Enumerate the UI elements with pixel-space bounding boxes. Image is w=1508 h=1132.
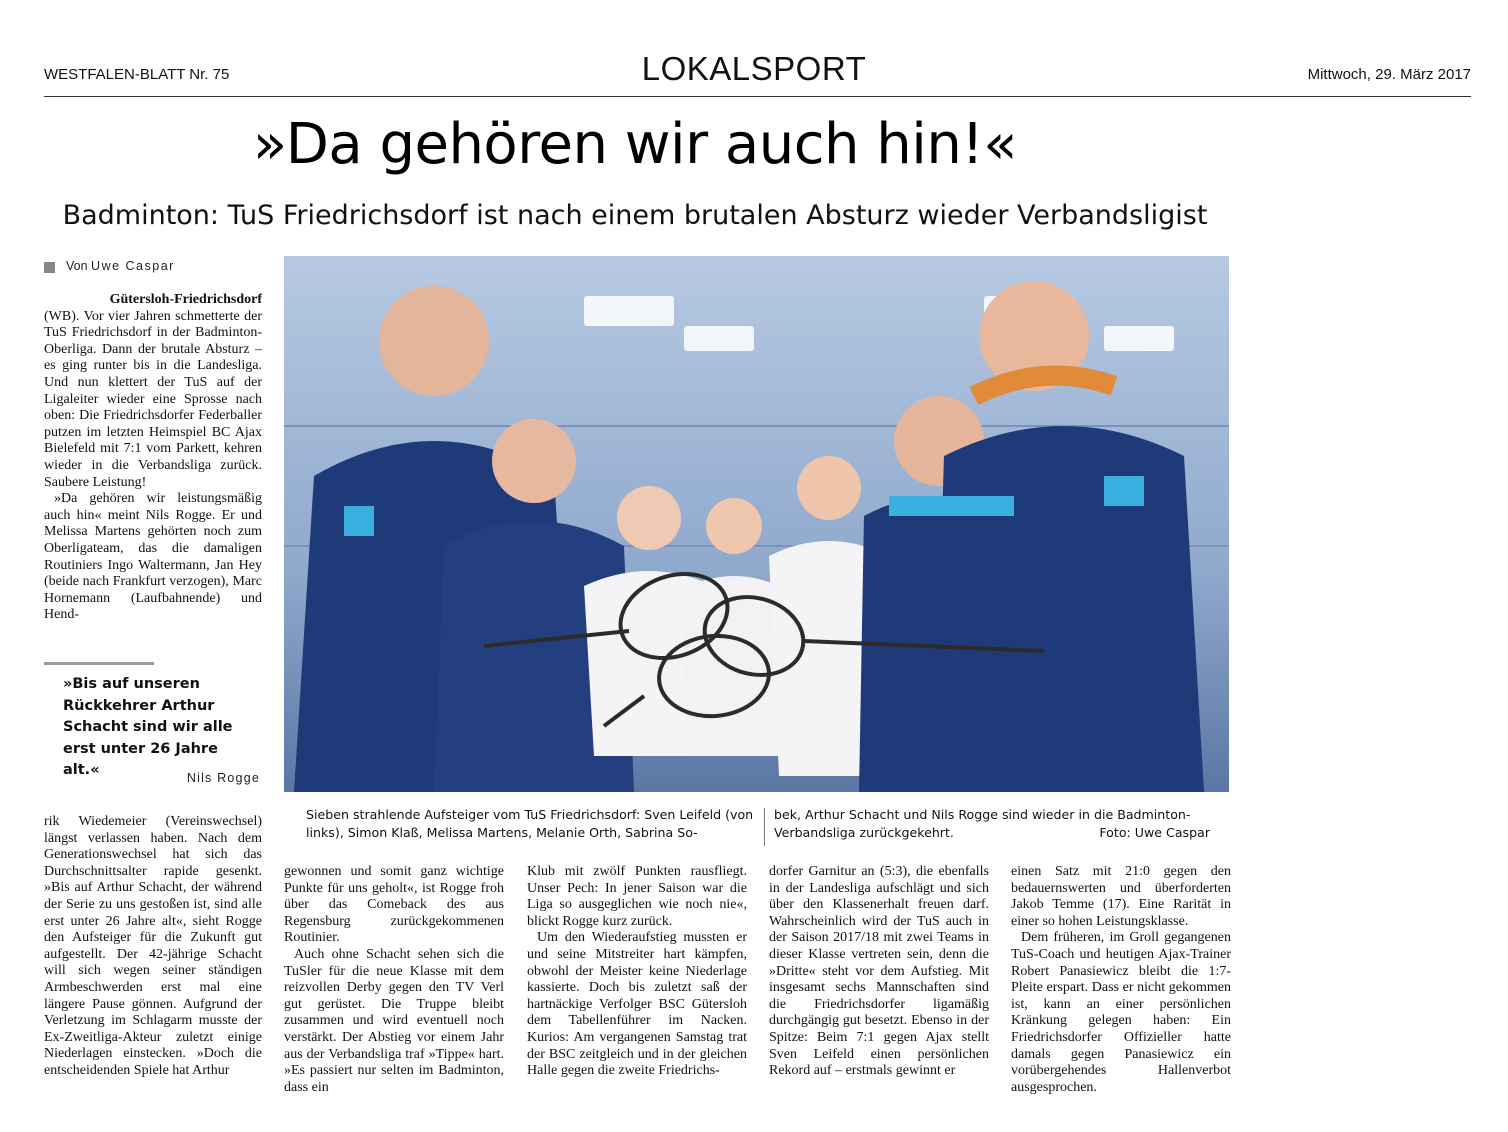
subheadline: Badminton: TuS Friedrichsdorf ist nach einem brutalen Absturz wieder Verbandsligist	[62, 200, 1208, 231]
headline: »Da gehören wir auch hin!«	[252, 112, 1018, 177]
lead-column	[44, 292, 262, 624]
photo-credit: Foto: Uwe Caspar	[1099, 825, 1210, 840]
column-2-text-b: Auch ohne Schacht sehen sich die TuSler für die neue Klasse mit dem reizvollen Derby gegen den TV Verl gut gerüstet. Die Truppe bleibt zusammen und wird eventuell noch verstärkt. Der Abstieg vor einem Jahr aus der Verbandsliga traf »Tippe« hart. »Es passiert nur selten im Badminton, dass ein	[284, 946, 504, 1095]
column-1	[44, 814, 262, 1080]
section-title: LOKALSPORT	[641, 50, 867, 87]
column-3-text-b: Um den Wiederaufstieg mussten er und seine Mitstreiter hart kämpfen, obwohl der Meister keine Niederlage kassierte. Doch bis zuletzt saß der hartnäckige Verfolger BSC Gütersloh dem Tabellenführer im Nacken. Kurios: Am vergangenen Samstag trat der BSC zeitgleich und in der gleichen Halle gegen die zweite Friedrichs-	[527, 930, 747, 1079]
photo-caption-right	[774, 806, 1210, 842]
quote-rule	[44, 662, 154, 665]
author-marker	[44, 262, 55, 273]
pull-quote: »Bis auf unseren Rückkehrer Arthur Schacht sind wir alle erst unter 26 Jahre alt.«	[63, 676, 233, 778]
column-4	[769, 864, 989, 1080]
column-3	[527, 864, 747, 1080]
byline	[66, 259, 175, 273]
header-rule	[44, 96, 1471, 97]
team-photo-image	[284, 256, 1229, 792]
byline-prefix: Von	[66, 259, 88, 273]
lead-paragraph-2: »Da gehören wir leistungsmäßig auch hin« meint Nils Rogge. Er und Melissa Martens gehörten noch zum Oberligateam, das die damaligen Routiniers Ingo Waltermann, Jan Hey (beide nach Frankfurt verzogen), Marc Hornemann (Laufbahnende) und Hend-	[44, 491, 262, 623]
dateline: Gütersloh-Friedrichsdorf	[109, 292, 262, 307]
column-5-text-a: einen Satz mit 21:0 gegen den bedauernswerten und überforderten Jakob Temme (17). Eine Rarität in einer so hohen Leistungsklasse.	[1011, 864, 1231, 929]
caption-text: bek, Arthur Schacht und Nils Rogge sind wieder in die Badminton-Verbandsliga zurückgekehrt.	[774, 807, 1191, 840]
column-5-text-b: Dem früheren, im Groll gegangenen TuS-Coach und heutigen Ajax-Trainer Robert Panasiewicz bleibt die 1:7-Pleite erspart. Dass er nicht gekommen ist, kann an einer persönlichen Kränkung gelegen haben: Ein Friedrichsdorfer Offizieller hatte damals gegen Panasiewicz ein vorübergehendes Hallenverbot ausgesprochen.	[1011, 930, 1231, 1095]
pull-quote-source: Nils Rogge	[186, 771, 260, 785]
column-3-text-a: Klub mit zwölf Punkten rausfliegt. Unser Pech: In jener Saison war die Liga so ausgeglichen wie noch nie«, blickt Rogge kurz zurück.	[527, 864, 747, 929]
column-2	[284, 864, 504, 1096]
lead-paragraph: (WB). Vor vier Jahren schmetterte der TuS Friedrichsdorf in der Badminton-Oberliga. Dann der brutale Absturz – es ging runter bis in die Landesliga. Und nun klettert der TuS auf der Ligaleiter wieder eine Sprosse nach oben: Die Friedrichsdorfer Federballer putzen im letzten Heimspiel BC Ajax Bielefeld mit 7:1 vom Parkett, kehren wieder in die Verbandsliga zurück. Saubere Leistung!	[44, 308, 262, 490]
column-5	[1011, 864, 1231, 1096]
photo-caption-left: Sieben strahlende Aufsteiger vom TuS Friedrichsdorf: Sven Leifeld (von links), Simon Klaß, Melissa Martens, Melanie Orth, Sabrina So-	[306, 807, 754, 840]
caption-divider	[764, 808, 765, 846]
newspaper-issue: WESTFALEN-BLATT Nr. 75	[44, 66, 230, 83]
column-2-text-a: gewonnen und somit ganz wichtige Punkte für uns geholt«, ist Rogge froh über das Comeback des aus Regensburg zurückgekommenen Routinier.	[284, 864, 504, 946]
byline-author: Uwe Caspar	[91, 259, 175, 273]
column-4-text: dorfer Garnitur an (5:3), die ebenfalls in der Landesliga aufschlägt und sich über den Klassenerhalt freuen darf. Wahrscheinlich wird der TuS auch in der Saison 2017/18 mit zwei Teams in dieser Klasse vertreten sein, denn die »Dritte« steht vor dem Aufstieg. Mit insgesamt sechs Mannschaften sind die Friedrichsdorfer ligamäßig durchgängig gut besetzt. Ebenso in der Spitze: Beim 7:1 gegen Ajax stellt Sven Leifeld einen persönlichen Rekord auf – erstmals gewinnt er	[769, 864, 989, 1079]
column-1-text: rik Wiedemeier (Vereinswechsel) längst verlassen haben. Nach dem Generationswechsel hat sich das Durchschnittsalter rapide gesenkt. »Bis auf Arthur Schacht, der während der Serie zu uns gestoßen ist, sind alle erst unter 26 Jahre alt«, sieht Rogge den Aufsteiger für die Zukunft gut aufgestellt. Der 42-jährige Schacht will sich wegen seiner ständigen Armbeschwerden erst mal eine längere Pause gönnen. Aufgrund der Verletzung im Schlagarm musste der Ex-Zweitliga-Akteur zuletzt einige Niederlagen einstecken. »Doch die entscheidenden Spiele hat Arthur	[44, 814, 262, 1078]
issue-date: Mittwoch, 29. März 2017	[1307, 66, 1471, 83]
team-photo	[284, 256, 1229, 792]
